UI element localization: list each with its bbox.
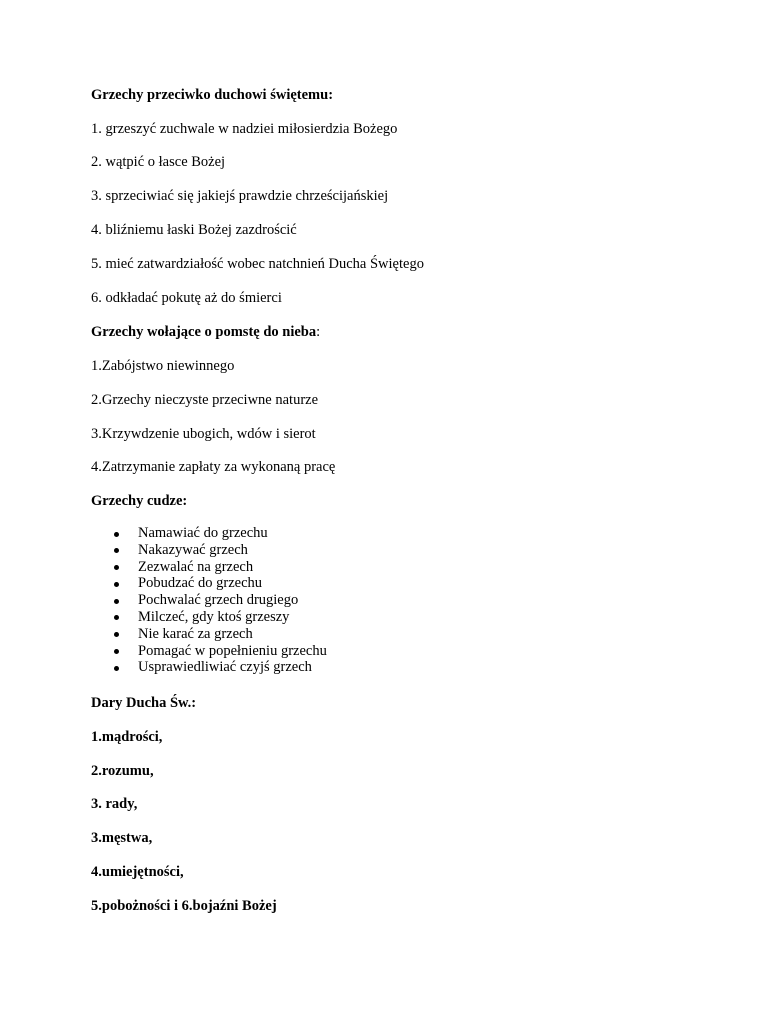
section-heading-gifts: Dary Ducha Św.: bbox=[91, 695, 197, 711]
bullet-text: Pomagać w popełnieniu grzechu bbox=[138, 642, 327, 659]
section-heading-crying-sins: Grzechy wołające o pomstę do nieba bbox=[91, 324, 317, 340]
list-item: 4.Zatrzymanie zapłaty za wykonaną pracę bbox=[91, 459, 336, 475]
bullet-icon bbox=[114, 599, 119, 604]
bullet-text: Zezwalać na grzech bbox=[138, 558, 254, 575]
bullet-text: Pobudzać do grzechu bbox=[138, 575, 263, 592]
list-item: 5. mieć zatwardziałość wobec natchnień Ducha Świętego bbox=[91, 256, 424, 272]
bullet-icon bbox=[114, 666, 119, 671]
section-heading-line-crying-sins bbox=[91, 323, 320, 341]
bullet-icon bbox=[114, 565, 119, 570]
list-item: 6. odkładać pokutę aż do śmierci bbox=[91, 290, 282, 306]
list-item: 2.Grzechy nieczyste przeciwne naturze bbox=[91, 392, 319, 408]
bullet-icon bbox=[114, 632, 119, 637]
bullet-text: Nie karać za grzech bbox=[138, 625, 253, 642]
section-heading-others-sins: Grzechy cudze: bbox=[91, 493, 188, 509]
bullet-icon bbox=[114, 649, 119, 654]
list-item: 3. sprzeciwiać się jakiejś prawdzie chrześcijańskiej bbox=[91, 188, 389, 204]
bullet-icon bbox=[114, 615, 119, 620]
list-item: 1.Zabójstwo niewinnego bbox=[91, 358, 235, 374]
list-item: 2. wątpić o łasce Bożej bbox=[91, 154, 226, 170]
list-item: 3.męstwa, bbox=[91, 830, 153, 846]
list-item: 1.mądrości, bbox=[91, 729, 163, 745]
bullet-text: Nakazywać grzech bbox=[138, 541, 248, 558]
list-item: 4.umiejętności, bbox=[91, 864, 184, 880]
list-item: 4. bliźniemu łaski Bożej zazdrościć bbox=[91, 222, 297, 238]
list-item: 1. grzeszyć zuchwale w nadziei miłosierdzia Bożego bbox=[91, 121, 398, 137]
bullet-text: Namawiać do grzechu bbox=[138, 525, 268, 541]
heading-colon: : bbox=[316, 324, 321, 340]
bullet-icon bbox=[114, 582, 119, 587]
bullet-text: Pochwalać grzech drugiego bbox=[138, 592, 299, 609]
bullet-icon bbox=[114, 532, 119, 537]
bullet-text: Milczeć, gdy ktoś grzeszy bbox=[138, 608, 290, 625]
bullet-text: Usprawiedliwiać czyjś grzech bbox=[138, 659, 312, 676]
list-item: 3. rady, bbox=[91, 796, 138, 812]
list-item: 2.rozumu, bbox=[91, 763, 154, 779]
list-item: 3.Krzywdzenie ubogich, wdów i sierot bbox=[91, 426, 316, 442]
bullet-icon bbox=[114, 548, 119, 553]
list-item: 5.pobożności i 6.bojaźni Bożej bbox=[91, 898, 277, 914]
section-heading-sins-against-holy-spirit: Grzechy przeciwko duchowi świętemu: bbox=[91, 87, 334, 103]
